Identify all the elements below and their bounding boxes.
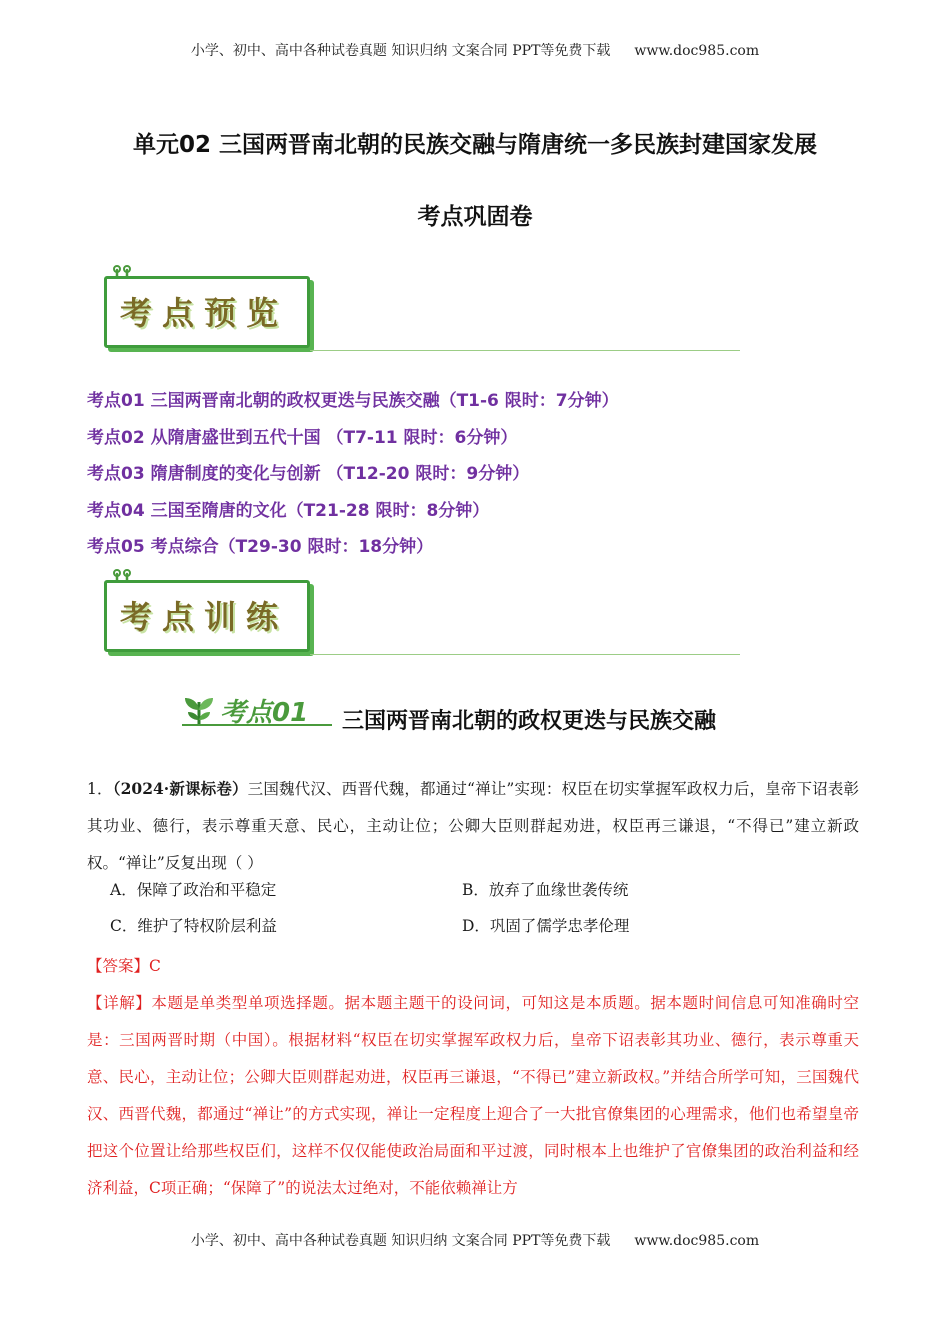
header-url[interactable]: www.doc985.com	[634, 43, 760, 59]
toc-item: 考点05 考点综合（T29-30 限时：18分钟）	[87, 537, 434, 557]
leaf-icon	[182, 694, 216, 728]
divider	[310, 350, 740, 351]
toc-item: 考点03 隋唐制度的变化与创新 （T12-20 限时：9分钟）	[87, 464, 530, 484]
answer-detail: 【详解】本题是单类型单项选择题。据本题主题干的设问词，可知这是本质题。据本题时间信息可知准确时空是：三国两晋时期（中国）。根据材料“权臣在切实掌握军政权力后，皇帝下诏表彰其功业、德行，表示尊重天意、民心，主动让位；公卿大臣则群起劝进，权臣再三谦退，“不得已”建立新政权。”并结合所学可知，三国魏代汉、西晋代魏，都通过“禅让”的方式实现，禅让一定程度上迎合了一大批官僚集团的心理需求，他们也希望皇帝把这个位置让给那些权臣们，这样不仅仅能使政治局面和平过渡，同时根本上也维护了官僚集团的政治利益和经济利益，C项正确；“保障了”的说法太过绝对，不能依赖禅让方	[87, 994, 859, 1197]
answer-label: 【答案】C	[87, 957, 161, 975]
footer-text: 小学、初中、高中各种试卷真题 知识归纳 文案合同 PPT等免费下载	[190, 1233, 611, 1249]
option-c[interactable]: C．维护了特权阶层利益	[110, 917, 277, 935]
section-header	[182, 688, 802, 738]
page-header	[0, 40, 950, 60]
section-underline	[182, 724, 332, 726]
question-stem: 三国魏代汉、西晋代魏，都通过“禅让”实现：权臣在切实掌握军政权力后，皇帝下诏表彰其功业、德行，表示尊重天意、民心，主动让位；公卿大臣则群起劝进，权臣再三谦退，“不得已”建立新政权。“禅让”反复出现（ ）	[87, 780, 859, 872]
preview-banner-label: 考点预览	[120, 294, 289, 332]
question-1	[87, 770, 859, 882]
toc-list	[87, 388, 619, 571]
toc-item: 考点04 三国至隋唐的文化（T21-28 限时：8分钟）	[87, 500, 490, 521]
page-footer	[0, 1230, 950, 1250]
question-source: （2024·新课标卷）	[112, 779, 248, 798]
doc-title: 单元02 三国两晋南北朝的民族交融与隋唐统一多民族封建国家发展	[132, 132, 817, 158]
training-banner-label: 考点训练	[120, 598, 289, 636]
training-banner	[104, 572, 314, 648]
section-title: 三国两晋南北朝的政权更迭与民族交融	[342, 709, 717, 734]
toc-item: 考点02 从隋唐盛世到五代十国 （T7-11 限时：6分钟）	[87, 427, 518, 448]
toc-item: 考点01 三国两晋南北朝的政权更迭与民族交融（T1-6 限时：7分钟）	[87, 391, 619, 411]
footer-url[interactable]: www.doc985.com	[634, 1233, 760, 1249]
option-d[interactable]: D．巩固了儒学忠孝伦理	[462, 917, 630, 935]
divider	[310, 654, 740, 655]
option-b[interactable]: B．放弃了血缘世袭传统	[462, 881, 629, 899]
preview-banner	[104, 268, 314, 344]
question-number: 1．	[87, 780, 113, 798]
header-text: 小学、初中、高中各种试卷真题 知识归纳 文案合同 PPT等免费下载	[190, 43, 611, 59]
doc-subtitle: 考点巩固卷	[417, 204, 533, 230]
option-a[interactable]: A．保障了政治和平稳定	[110, 881, 277, 899]
section-badge: 考点01	[220, 698, 309, 728]
answer-block	[87, 948, 859, 1207]
